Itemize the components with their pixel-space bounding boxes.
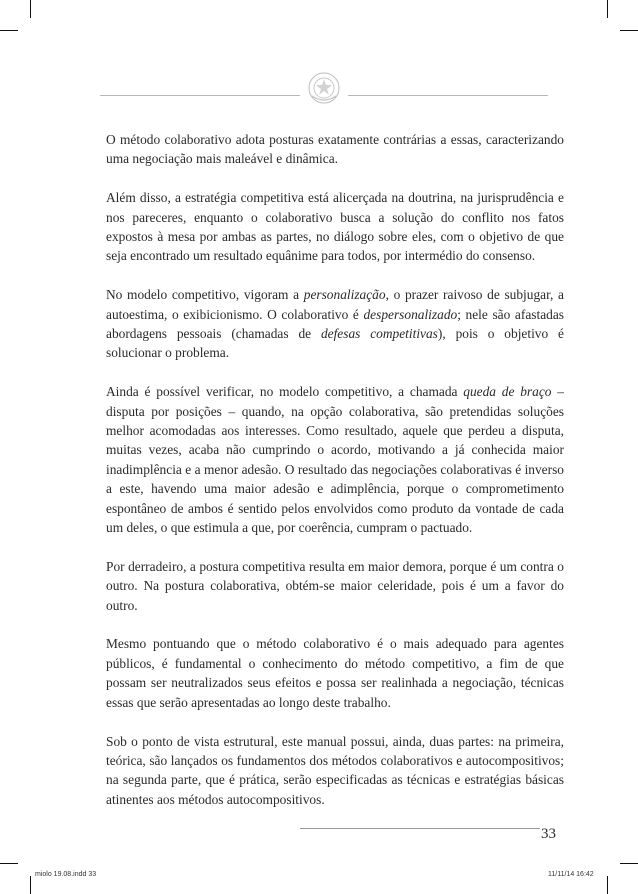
print-slug-date: 11/11/14 16:42 — [548, 871, 594, 878]
crop-mark-top-left-h — [0, 30, 18, 31]
paragraph-3-part-e: ; nele são afastadas abordagens pessoais (chamadas de — [106, 306, 564, 342]
coat-of-arms-emblem-icon — [306, 70, 342, 106]
crop-mark-top-left-v — [30, 0, 31, 18]
paragraph-4 — [106, 382, 564, 537]
print-slug-file: miolo 19.08.indd 33 — [35, 871, 97, 878]
crop-mark-bottom-right-v — [607, 876, 608, 894]
header-rule-right — [348, 95, 548, 96]
paragraph-6: Mesmo pontuando que o método colaborativo é o mais adequado para agentes públicos, é fundamental o conhecimento do método competitivo, a fim de que possam ser neutralizados seus efeitos e possa ser realinhada a negociação, técnicas essas que serão apresentadas ao longo deste trabalho. — [106, 636, 564, 710]
footer-rule — [300, 828, 540, 829]
term-queda-de-braco: queda de braço — [463, 384, 552, 400]
paragraph-3 — [106, 285, 564, 363]
crop-mark-top-right-v — [607, 0, 608, 18]
term-defesas-competitivas: defesas competitivas — [320, 326, 438, 342]
crop-mark-bottom-left-h — [0, 863, 18, 864]
term-personalizacao: personalização — [303, 287, 386, 303]
header-rule-left — [100, 95, 300, 96]
term-despersonalizado: despersonalizado — [363, 306, 458, 322]
paragraph-7: Sob o ponto de vista estrutural, este manual possui, ainda, duas partes: na primeira, teórica, são lançados os fundamentos dos métodos colaborativos e autocompositivos; na segunda parte, que é prática, serão especificadas as técnicas e estratégias básicas atinentes aos métodos autocompositivos. — [106, 733, 564, 807]
page-number: 33 — [541, 826, 556, 842]
crop-mark-top-right-h — [620, 30, 638, 31]
paragraph-3-part-a: No modelo competitivo, vigoram a — [106, 287, 304, 303]
crop-mark-bottom-left-v — [30, 876, 31, 894]
paragraph-5: Por derradeiro, a postura competitiva resulta em maior demora, porque é um contra o outro. Na postura colaborativa, obtém-se maior celeridade, pois é um a favor do outro. — [106, 558, 564, 613]
paragraph-2: Além disso, a estratégia competitiva está alicerçada na doutrina, na jurisprudência e nos pareceres, enquanto o colaborativo busca a solução do conflito nos fatos expostos à mesa por ambas as partes, no diálogo sobre eles, com o objetivo de que seja encontrado um resultado equânime para todos, por intermédio do consenso. — [106, 190, 564, 264]
paragraph-4-part-c: – disputa por posições – quando, na opção colaborativa, são pretendidas soluções melhor acomodadas aos interesses. Como resultado, aquele que perdeu a disputa, muitas vezes, acaba não cumprindo o acordo, motivando a já conhecida maior inadimplência e a menor adesão. O resultado das negociações colaborativas é inverso a este, havendo uma maior adesão e adimplência, porque o comprometimento espontâneo de ambos é sentido pelos envolvidos como produto da vontade de cada um deles, o que estimula a que, por coerência, cumpram o pactuado. — [106, 384, 564, 536]
paragraph-3-part-c: , o prazer raivoso de subjugar, a autoestima, o exibicionismo. O colaborativo é — [106, 287, 564, 322]
paragraph-3-part-g: ), pois o objetivo é solucionar o problema. — [106, 326, 564, 361]
body-text — [106, 130, 564, 829]
paragraph-1: O método colaborativo adota posturas exatamente contrárias a essas, caracterizando uma negociação mais maleável e dinâmica. — [106, 132, 564, 167]
paragraph-4-part-a: Ainda é possível verificar, no modelo competitivo, a chamada — [106, 384, 464, 400]
crop-mark-bottom-right-h — [620, 863, 638, 864]
